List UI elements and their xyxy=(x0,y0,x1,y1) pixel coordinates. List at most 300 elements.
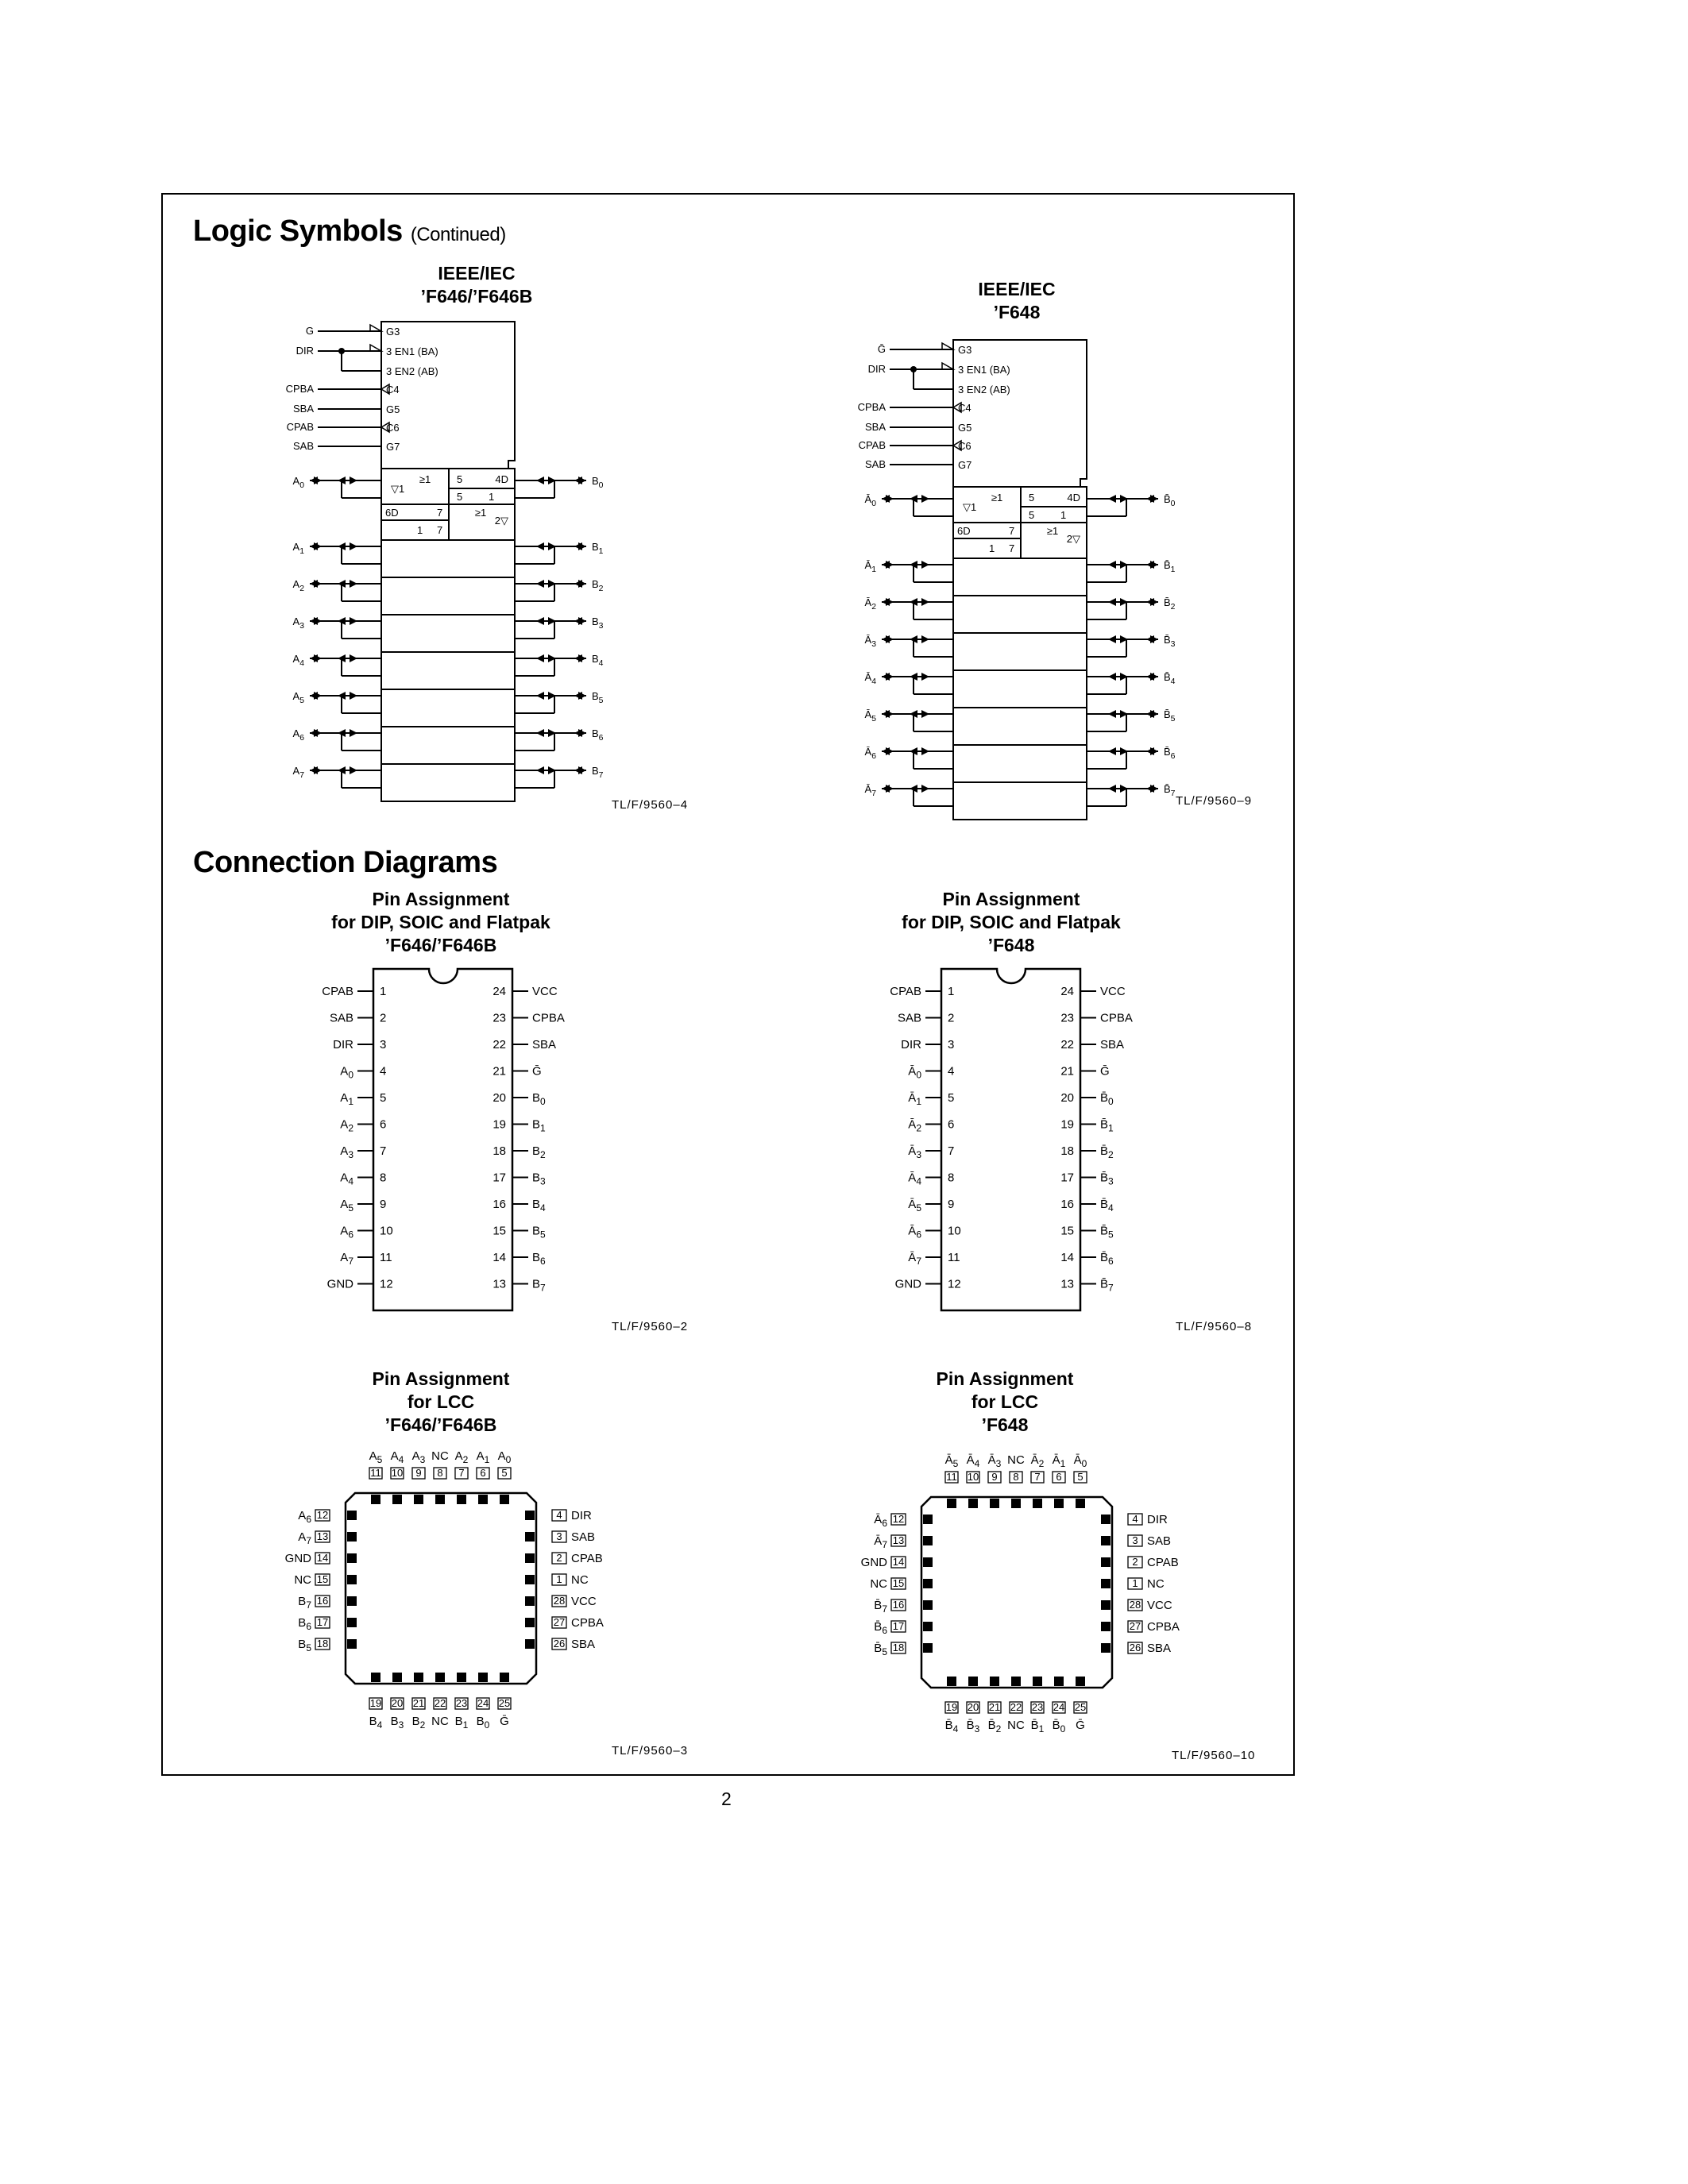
lcc-pin-label: DIR xyxy=(571,1509,592,1522)
dip-pin-number: 5 xyxy=(948,1091,955,1105)
control-input-label: CPBA xyxy=(285,383,314,395)
lcc-pin-number: 8 xyxy=(437,1467,443,1479)
lcc-pin-number: 11 xyxy=(946,1471,957,1483)
dip-pin-number: 9 xyxy=(948,1198,955,1211)
a-pin-label: $A_3$ xyxy=(292,615,304,631)
arrow-icon xyxy=(350,477,357,484)
lcc-pin-number: 18 xyxy=(316,1638,329,1650)
a-pin-label: $A_7$ xyxy=(292,765,304,780)
lcc-pin-label: $B_3$ xyxy=(390,1715,404,1731)
control-function-label: G3 xyxy=(958,344,972,356)
dip-pin-label: DIR xyxy=(901,1038,921,1051)
dip-pin-number: 13 xyxy=(1060,1277,1074,1291)
dip-pin-number: 3 xyxy=(948,1038,955,1051)
page-number: 2 xyxy=(721,1788,732,1809)
bit-cell xyxy=(953,558,1087,596)
lcc-pin-label: $A_2$ xyxy=(454,1449,469,1465)
figure-ref: TL/F/9560–10 xyxy=(1172,1749,1256,1762)
control-input-label: CPAB xyxy=(858,439,886,451)
lcc-pin-number: 28 xyxy=(1129,1599,1141,1611)
lcc-pad-bottom xyxy=(478,1673,488,1682)
arrow-icon xyxy=(350,654,357,662)
enable-triangle-icon xyxy=(942,363,953,369)
lcc-pad-bottom xyxy=(1054,1677,1064,1686)
lcc-pin-label: $B_0$ xyxy=(476,1715,490,1731)
dip-pin-label: $A_7$ xyxy=(340,1251,353,1267)
lcc-pin-number: 5 xyxy=(501,1467,508,1479)
dip-pin-number: 2 xyxy=(380,1011,387,1025)
control-function-label: C4 xyxy=(958,402,971,414)
control-function-label: G3 xyxy=(386,326,400,338)
cell-label: 4D xyxy=(1067,492,1080,504)
dip-pin-label: $B̄_6$ xyxy=(1100,1251,1114,1267)
dip-pin-number: 6 xyxy=(948,1117,955,1132)
arrow-icon xyxy=(921,495,929,503)
cell-label: 2▽ xyxy=(1066,533,1080,545)
lcc-pad-right xyxy=(525,1553,535,1563)
arrow-icon xyxy=(536,766,544,774)
lcc-package xyxy=(921,1497,1112,1688)
dip-pin-number: 11 xyxy=(380,1251,392,1264)
dip-pin-number: 22 xyxy=(492,1038,506,1051)
lcc-pin-number: 15 xyxy=(316,1573,329,1585)
b-pin-label: $B̄_0$ xyxy=(1164,493,1176,508)
b-pin-label: $B̄_6$ xyxy=(1164,746,1176,761)
cell-label: 4D xyxy=(495,473,508,485)
lcc-pad-bottom xyxy=(435,1673,445,1682)
lcc-pin-number: 16 xyxy=(316,1595,329,1607)
lcc-right-caption: Pin Assignment for LCC ’F648 xyxy=(936,1368,1074,1435)
arrow-icon xyxy=(350,617,357,625)
lcc-pin-number: 14 xyxy=(892,1556,905,1568)
control-input-label: DIR xyxy=(867,363,886,375)
cell-label: 6D xyxy=(385,507,399,519)
arrow-icon xyxy=(350,692,357,700)
lcc-pad-left xyxy=(347,1639,357,1649)
dip-pin-number: 6 xyxy=(380,1117,387,1132)
b-pin-label: $B̄_7$ xyxy=(1164,783,1176,798)
logic-symbol-right-caption: IEEE/IEC ’F648 xyxy=(978,279,1056,322)
dip-pin-number: 18 xyxy=(492,1144,506,1158)
a-pin-label: $A_2$ xyxy=(292,578,304,593)
lcc-pin-label: $B̄_3$ xyxy=(966,1719,980,1734)
lcc-pad-bottom xyxy=(1033,1677,1042,1686)
dip-pin-label: GND xyxy=(326,1277,353,1291)
cell-label: 7 xyxy=(1009,542,1015,554)
lcc-pin-label: NC xyxy=(431,1715,449,1728)
lcc-pin-label: $A_7$ xyxy=(298,1530,311,1546)
bit-cell xyxy=(381,689,515,727)
dip-pin-label: $A_2$ xyxy=(340,1117,353,1134)
lcc-pin-label: $Ā_3$ xyxy=(987,1453,1002,1469)
figure-ref: TL/F/9560–8 xyxy=(1176,1320,1253,1333)
dip-pin-label: VCC xyxy=(1100,985,1126,998)
lcc-pin-label: DIR xyxy=(1147,1513,1168,1526)
dip-package xyxy=(941,969,1080,1310)
dip-pin-label: CPAB xyxy=(890,985,921,998)
control-input-label: SBA xyxy=(864,421,886,433)
lcc-pin-label: SBA xyxy=(1147,1642,1172,1655)
cell-label: ≥1 xyxy=(991,492,1003,504)
bit-cell xyxy=(953,708,1087,745)
lcc-pin-label: $B_1$ xyxy=(454,1715,469,1731)
control-input-label: SAB xyxy=(864,458,886,470)
b-pin-label: $B_6$ xyxy=(592,727,604,743)
dip-pin-label: $B_2$ xyxy=(532,1144,546,1160)
lcc-pad-top xyxy=(500,1495,509,1504)
dip-pin-number: 18 xyxy=(1060,1144,1074,1158)
dip-pin-number: 19 xyxy=(1060,1117,1074,1132)
arrow-icon xyxy=(536,617,544,625)
a-pin-label: $A_1$ xyxy=(292,541,304,556)
dip-pin-label: $A_0$ xyxy=(340,1064,353,1081)
b-pin-label: $B̄_2$ xyxy=(1164,596,1176,612)
dip-pin-number: 19 xyxy=(492,1117,506,1132)
cell-label: 7 xyxy=(1009,525,1015,537)
dip-pin-label: $A_1$ xyxy=(340,1091,353,1107)
dip-pin-number: 1 xyxy=(948,985,955,998)
a-pin-label: $Ā_6$ xyxy=(864,746,876,761)
dip-pin-label: VCC xyxy=(532,985,558,998)
lcc-pin-number: 2 xyxy=(1132,1556,1138,1568)
dip-pin-number: 24 xyxy=(492,985,506,998)
lcc-pad-bottom xyxy=(1076,1677,1085,1686)
bit-cell xyxy=(953,633,1087,670)
dip-pin-number: 21 xyxy=(492,1064,506,1078)
lcc-pin-number: 5 xyxy=(1077,1471,1083,1483)
lcc-pin-label: $A_1$ xyxy=(476,1449,490,1465)
lcc-pin-label: $B_4$ xyxy=(369,1715,383,1731)
cell-label: ≥1 xyxy=(1046,525,1059,537)
lcc-pad-bottom xyxy=(968,1677,978,1686)
control-function-label: 3 EN2 (AB) xyxy=(386,365,438,377)
dip-pin-label: $Ā_0$ xyxy=(908,1064,921,1081)
control-input-label: SAB xyxy=(292,440,314,452)
dip-pin-label: $Ā_1$ xyxy=(908,1091,921,1107)
dip-pin-number: 17 xyxy=(492,1171,506,1185)
lcc-pin-label: CPBA xyxy=(1147,1620,1180,1634)
lcc-pad-right xyxy=(1101,1622,1111,1631)
lcc-pin-number: 4 xyxy=(1132,1513,1138,1525)
lcc-pad-right xyxy=(525,1532,535,1542)
lcc-pin-label: GND xyxy=(860,1556,887,1569)
enable-triangle-icon xyxy=(942,343,953,349)
lcc-pad-right xyxy=(1101,1515,1111,1524)
lcc-pin-label: CPAB xyxy=(1147,1556,1179,1569)
lcc-pin-label: GND xyxy=(284,1552,311,1565)
figure-ref: TL/F/9560–9 xyxy=(1176,794,1253,808)
bit-cell xyxy=(953,745,1087,782)
arrow-icon xyxy=(536,580,544,588)
lcc-pin-label: NC xyxy=(1147,1577,1165,1591)
dip-pin-label: $B_6$ xyxy=(532,1251,546,1267)
lcc-pin-label: NC xyxy=(571,1573,589,1587)
arrow-icon xyxy=(536,542,544,550)
lcc-pin-number: 20 xyxy=(967,1701,979,1713)
dip-package xyxy=(373,969,512,1310)
lcc-pin-number: 3 xyxy=(1132,1534,1138,1546)
lcc-pad-top xyxy=(1011,1499,1021,1508)
dip-pin-label: $Ā_6$ xyxy=(908,1224,921,1241)
lcc-pin-number: 14 xyxy=(316,1552,329,1564)
dip-pin-number: 16 xyxy=(1060,1198,1074,1211)
cell-label: ≥1 xyxy=(474,507,487,519)
lcc-pad-right xyxy=(525,1618,535,1627)
dip-pin-label: $B̄_2$ xyxy=(1100,1144,1114,1160)
lcc-pad-right xyxy=(1101,1600,1111,1610)
lcc-pin-number: 12 xyxy=(892,1513,905,1525)
a-pin-label: $Ā_3$ xyxy=(864,634,876,649)
lcc-pad-top xyxy=(371,1495,380,1504)
control-input-label: CPBA xyxy=(857,401,886,413)
dip-pin-number: 14 xyxy=(492,1251,506,1264)
dip-pin-label: $B_0$ xyxy=(532,1091,546,1107)
lcc-pad-top xyxy=(392,1495,402,1504)
dip-pin-label: CPAB xyxy=(322,985,353,998)
bit-cell xyxy=(953,782,1087,820)
lcc-pin-label: $B̄_7$ xyxy=(874,1599,887,1615)
dip-pin-number: 7 xyxy=(380,1144,387,1158)
lcc-pad-bottom xyxy=(990,1677,999,1686)
lcc-pin-number: 15 xyxy=(892,1577,905,1589)
lcc-pin-number: 10 xyxy=(967,1471,979,1483)
dip-pin-label: $Ā_7$ xyxy=(908,1251,921,1267)
lcc-pad-right xyxy=(525,1596,535,1606)
control-input-label: SBA xyxy=(292,403,314,415)
control-input-label: G xyxy=(305,325,314,337)
lcc-pin-number: 10 xyxy=(391,1467,404,1479)
lcc-pad-left xyxy=(347,1553,357,1563)
cell-label: 5 xyxy=(457,491,463,503)
lcc-pin-number: 18 xyxy=(892,1642,905,1653)
control-block xyxy=(381,322,515,469)
lcc-pad-left xyxy=(923,1643,933,1653)
lcc-pin-label: SBA xyxy=(571,1638,596,1651)
cell-label: 7 xyxy=(437,524,443,536)
b-pin-label: $B_3$ xyxy=(592,615,604,631)
arrow-icon xyxy=(921,598,929,606)
bit-cell xyxy=(953,596,1087,633)
arrow-icon xyxy=(921,635,929,643)
cell-label: 5 xyxy=(1029,509,1035,521)
dip-pin-number: 10 xyxy=(380,1224,393,1238)
arrow-icon xyxy=(350,729,357,737)
lcc-pin-number: 7 xyxy=(458,1467,465,1479)
lcc-pin-number: 19 xyxy=(945,1701,958,1713)
bit-cell xyxy=(381,652,515,689)
lcc-pin-label: $Ā_0$ xyxy=(1073,1453,1087,1469)
lcc-pin-number: 19 xyxy=(369,1697,382,1709)
lcc-pin-label: $B̄_0$ xyxy=(1052,1719,1066,1734)
lcc-pin-label: NC xyxy=(1007,1453,1025,1467)
lcc-pin-number: 7 xyxy=(1034,1471,1041,1483)
lcc-pin-number: 4 xyxy=(556,1509,562,1521)
a-pin-label: $A_6$ xyxy=(292,727,304,743)
b-pin-label: $B_2$ xyxy=(592,578,604,593)
figure-ref: TL/F/9560–2 xyxy=(612,1320,689,1333)
lcc-pin-label: $Ā_2$ xyxy=(1030,1453,1045,1469)
cell-label: 2▽ xyxy=(494,515,508,527)
lcc-pin-label: $A_3$ xyxy=(411,1449,426,1465)
a-pin-label: $A_4$ xyxy=(292,653,304,668)
lcc-pad-top xyxy=(457,1495,466,1504)
a-pin-label: $Ā_4$ xyxy=(864,671,876,686)
dip-left-caption: Pin Assignment for DIP, SOIC and Flatpak ’F646/’F646B xyxy=(331,889,550,955)
a-pin-label: $Ā_1$ xyxy=(864,559,876,574)
bit-cell xyxy=(953,670,1087,708)
logic-symbol-left-caption: IEEE/IEC ’F646/’F646B xyxy=(420,263,533,307)
control-block xyxy=(953,340,1087,487)
lcc-pin-number: 3 xyxy=(556,1530,562,1542)
lcc-pad-right xyxy=(525,1639,535,1649)
dip-pin-number: 15 xyxy=(492,1224,506,1238)
control-function-label: 3 EN1 (BA) xyxy=(386,345,438,357)
lcc-pin-number: 23 xyxy=(455,1697,468,1709)
lcc-pin-label: Ḡ xyxy=(500,1715,509,1728)
lcc-pin-number: 9 xyxy=(991,1471,998,1483)
dip-pin-number: 16 xyxy=(492,1198,506,1211)
lcc-pin-number: 12 xyxy=(316,1509,329,1521)
lcc-pad-bottom xyxy=(371,1673,380,1682)
lcc-pad-right xyxy=(1101,1643,1111,1653)
dip-pin-label: SAB xyxy=(897,1011,921,1025)
control-function-label: C4 xyxy=(386,384,400,396)
dip-pin-number: 4 xyxy=(380,1064,387,1078)
lcc-pin-label: Ḡ xyxy=(1076,1719,1085,1732)
lcc-pin-label: $Ā_6$ xyxy=(874,1513,887,1529)
dip-pin-label: $B̄_3$ xyxy=(1100,1171,1114,1187)
arrow-icon xyxy=(350,766,357,774)
lcc-pin-label: $Ā_4$ xyxy=(966,1453,980,1469)
arrow-icon xyxy=(921,673,929,681)
lcc-pin-label: $Ā_5$ xyxy=(944,1453,959,1469)
dip-pin-number: 12 xyxy=(948,1277,961,1291)
dip-pin-number: 13 xyxy=(492,1277,506,1291)
control-function-label: C6 xyxy=(386,422,400,434)
figure-ref: TL/F/9560–4 xyxy=(612,798,689,812)
lcc-pin-label: CPAB xyxy=(571,1552,603,1565)
control-input-label: DIR xyxy=(295,345,314,357)
lcc-pin-label: $B̄_1$ xyxy=(1030,1719,1045,1734)
lcc-pad-right xyxy=(525,1511,535,1520)
dip-pin-label: $A_4$ xyxy=(340,1171,353,1187)
lcc-pin-label: NC xyxy=(431,1449,449,1463)
lcc-pin-label: VCC xyxy=(1147,1599,1172,1612)
arrow-icon xyxy=(1108,710,1116,718)
lcc-pad-bottom xyxy=(947,1677,956,1686)
b-pin-label: $B̄_4$ xyxy=(1164,671,1176,686)
lcc-pin-label: $A_0$ xyxy=(497,1449,512,1465)
cell-label: ▽1 xyxy=(963,501,977,513)
control-function-label: G7 xyxy=(958,459,972,471)
lcc-pin-label: SAB xyxy=(571,1530,596,1544)
lcc-left-caption: Pin Assignment for LCC ’F646/’F646B xyxy=(372,1368,510,1435)
dip-right-caption: Pin Assignment for DIP, SOIC and Flatpak ’F648 xyxy=(902,889,1121,955)
dip-pin-label: $B_5$ xyxy=(532,1224,546,1241)
arrow-icon xyxy=(1108,635,1116,643)
lcc-pin-number: 26 xyxy=(553,1638,566,1650)
lcc-pin-number: 28 xyxy=(553,1595,566,1607)
arrow-icon xyxy=(921,710,929,718)
dip-pin-number: 14 xyxy=(1060,1251,1074,1264)
dip-pin-number: 4 xyxy=(948,1064,955,1078)
control-input-label: CPAB xyxy=(286,421,314,433)
cell-label: 1 xyxy=(489,491,495,503)
dip-pin-label: $B̄_0$ xyxy=(1100,1091,1114,1107)
lcc-pin-label: $B_5$ xyxy=(298,1638,311,1653)
lcc-pad-top xyxy=(990,1499,999,1508)
a-pin-label: $A_5$ xyxy=(292,690,304,705)
lcc-pin-number: 11 xyxy=(370,1467,381,1479)
lcc-pad-top xyxy=(1054,1499,1064,1508)
lcc-pad-bottom xyxy=(500,1673,509,1682)
lcc-pin-number: 27 xyxy=(553,1616,566,1628)
cell-label: 1 xyxy=(1060,509,1067,521)
b-pin-label: $B̄_3$ xyxy=(1164,634,1176,649)
cell-label: 6D xyxy=(957,525,971,537)
dip-pin-number: 8 xyxy=(948,1171,955,1185)
control-function-label: 3 EN2 (AB) xyxy=(958,384,1010,396)
dip-pin-number: 21 xyxy=(1060,1064,1074,1078)
dip-pin-number: 1 xyxy=(380,985,387,998)
bit-cell xyxy=(381,540,515,577)
b-pin-label: $B_5$ xyxy=(592,690,604,705)
dip-pin-number: 7 xyxy=(948,1144,955,1158)
lcc-pad-top xyxy=(947,1499,956,1508)
control-function-label: G5 xyxy=(386,403,400,415)
arrow-icon xyxy=(536,729,544,737)
b-pin-label: $B̄_1$ xyxy=(1164,559,1176,574)
lcc-pad-left xyxy=(923,1515,933,1524)
b-pin-label: $B_0$ xyxy=(592,475,604,490)
cell-label: ≥1 xyxy=(419,473,431,485)
lcc-pad-left xyxy=(923,1622,933,1631)
dip-pin-label: $A_6$ xyxy=(340,1224,353,1241)
dip-pin-number: 23 xyxy=(492,1011,506,1025)
a-pin-label: $A_0$ xyxy=(292,475,304,490)
arrow-icon xyxy=(1108,747,1116,755)
dip-pin-number: 20 xyxy=(492,1091,506,1105)
lcc-pin-label: $Ā_1$ xyxy=(1052,1453,1066,1469)
dip-pin-number: 10 xyxy=(948,1224,961,1238)
lcc-pin-label: $Ā_7$ xyxy=(874,1534,887,1550)
dip-pin-number: 8 xyxy=(380,1171,387,1185)
lcc-pad-right xyxy=(1101,1536,1111,1545)
lcc-pin-number: 6 xyxy=(480,1467,486,1479)
lcc-pad-left xyxy=(923,1557,933,1567)
dip-pin-label: $Ā_2$ xyxy=(908,1117,921,1134)
enable-triangle-icon xyxy=(370,325,381,331)
dip-pin-label: $B_1$ xyxy=(532,1117,546,1134)
lcc-pin-number: 2 xyxy=(556,1552,562,1564)
lcc-pad-right xyxy=(525,1575,535,1584)
arrow-icon xyxy=(536,692,544,700)
lcc-pin-number: 21 xyxy=(412,1697,425,1709)
bit-cell xyxy=(381,577,515,615)
arrow-icon xyxy=(350,580,357,588)
arrow-icon xyxy=(1108,598,1116,606)
arrow-icon xyxy=(1108,673,1116,681)
lcc-pin-number: 23 xyxy=(1031,1701,1044,1713)
lcc-pin-number: 6 xyxy=(1056,1471,1062,1483)
b-pin-label: $B_7$ xyxy=(592,765,604,780)
lcc-pad-right xyxy=(1101,1579,1111,1588)
dip-pin-label: $Ā_5$ xyxy=(908,1198,921,1214)
lcc-pin-number: 25 xyxy=(1074,1701,1087,1713)
dip-pin-number: 11 xyxy=(948,1251,960,1264)
dip-pin-label: CPBA xyxy=(1100,1011,1133,1025)
lcc-pin-label: $B̄_4$ xyxy=(944,1719,959,1734)
